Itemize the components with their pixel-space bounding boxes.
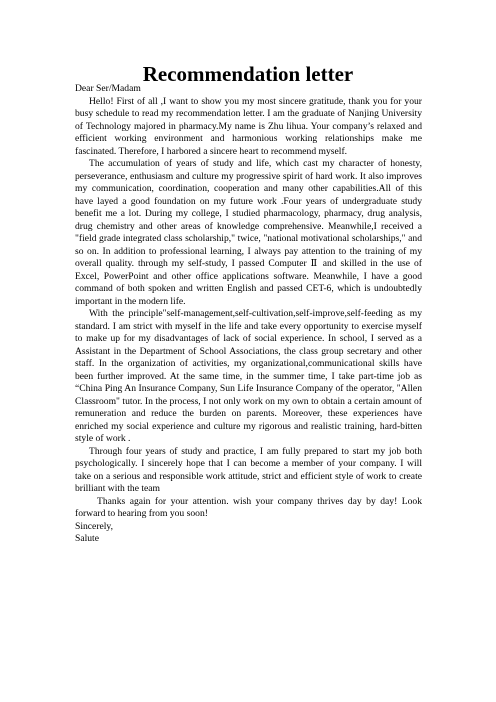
paragraph-prepared: Through four years of study and practice, I am fully prepared to start my job both psychologically. I sincerely hope that I can become a member of your company. I will take on a serious and responsible work attitude, strict and efficient style of work to create brilliant with the team	[75, 445, 422, 494]
salutation: Dear Ser/Madam	[75, 83, 141, 94]
letter-title: Recommendation letter	[142, 62, 354, 86]
paragraph-principle: With the principle"self-management,self-cultivation,self-improve,self-feeding as my standard. I am strict with myself in the life and take every opportunity to exercise myself to make up for my disadvantages of lack of social experience. In school, I served as a Assistant in the Department of School Associations, the class group secretary and other staff. In the organization of activities, my organizational,communicational skills have been further improved. At the same time, in the summer time, I take part-time job as “China Ping An Insurance Company, Sun Life Insurance Company of the operator, "Allen Classroom" tutor. In the process, I not only work on my own to obtain a certain amount of remuneration and reduce the burden on parents. Moreover, these experiences have enriched my social experience and culture my rigorous and realistic training, hard-bitten style of work .	[75, 308, 422, 444]
paragraph-intro: Hello! First of all ,I want to show you my most sincere gratitude, thank you for your busy schedule to read my recommendation letter. I am the graduate of Nanjing University of Technology majored in pharmacy.My name is Zhu lihua. Your company’s relaxed and efficient working environment and harmonious working relationships make me fascinated. Therefore, I harbored a sincere heart to recommend myself.	[75, 95, 422, 157]
paragraph-thanks: Thanks again for your attention. wish your company thrives day by day! Look forward to hearing from you soon!	[75, 495, 422, 519]
paragraph-study: The accumulation of years of study and life, which cast my character of honesty, perseverance, enthusiasm and culture my progressive spirit of hard work. It also improves my communication, coordination, cooperation and many other capabilities.All of this have layed a good foundation on my future work .Four years of undergraduate study benefit me a lot. During my college, I studied pharmacology, pharmacy, drug analysis, drug chemistry and other areas of knowledge comprehensive. Meanwhile,I received a "field grade integrated class scholarship," twice, "national motivational scholarships," and so on. In addition to professional learning, I always pay attention to the training of my overall quality. through my self-study, I passed Computer Ⅱ and skilled in the use of Excel, PowerPoint and other office applications software. Meanwhile, I have a good command of both spoken and written English and passed CET-6, which is undoubtedly important in the modern life.	[75, 158, 422, 307]
signature: Salute	[75, 533, 99, 544]
letter-body	[75, 83, 422, 546]
closing: Sincerely,	[75, 520, 114, 532]
